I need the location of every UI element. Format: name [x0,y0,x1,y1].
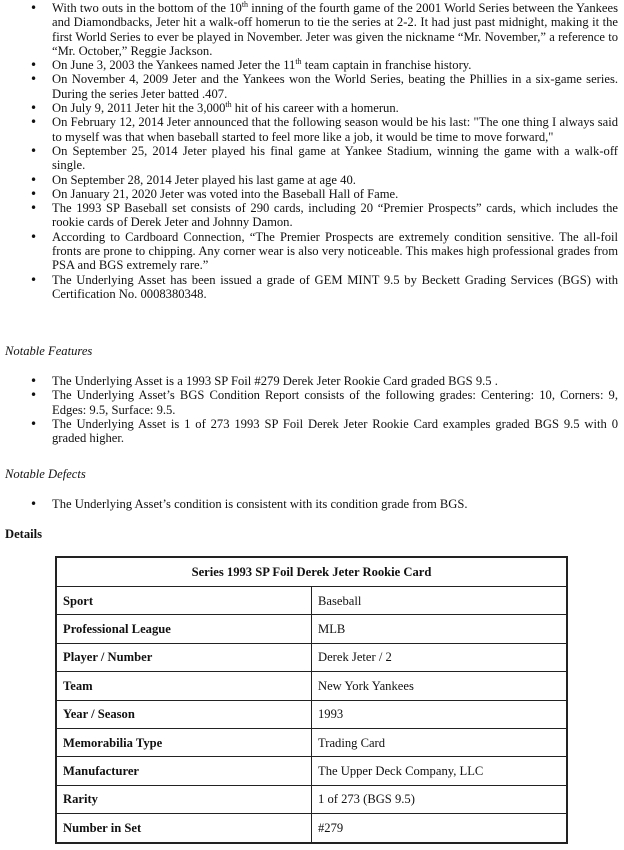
row-value: Baseball [312,587,568,615]
table-row [56,728,567,756]
list-item: • On January 21, 2020 Jeter was voted into the Baseball Hall of Fame. [0,187,624,201]
row-value: #279 [312,814,568,843]
table-title: Series 1993 SP Foil Derek Jeter Rookie Card [56,557,567,587]
career-highlights-list [0,1,624,301]
list-item: • On November 4, 2009 Jeter and the Yankees won the World Series, beating the Phillies in a six-game series. During the series Jeter batted .407. [0,72,624,101]
list-item: • On September 25, 2014 Jeter played his final game at Yankee Stadium, winning the game with a walk-off single. [0,144,624,173]
row-value: The Upper Deck Company, LLC [312,757,568,785]
list-item: • On September 28, 2014 Jeter played his last game at age 40. [0,173,624,187]
table-row [56,785,567,813]
table-row [56,643,567,671]
row-key: Memorabilia Type [56,728,312,756]
list-item: • On February 12, 2014 Jeter announced that the following season would be his last: "The one thing I always said to myself was that when baseball started to feel more like a job, it would be time to move forward," [0,115,624,144]
row-key: Number in Set [56,814,312,843]
table-row [56,700,567,728]
row-key: Team [56,672,312,700]
list-item: • On July 9, 2011 Jeter hit the 3,000th hit of his career with a homerun. [0,101,624,115]
list-item: • According to Cardboard Connection, “The Premier Prospects are extremely condition sensitive. The all-foil fronts are prone to chipping. Any corner wear is also very noticeable. This makes high professional grades from PSA and BGS extremely rare.” [0,230,624,273]
details-table [55,556,568,844]
table-row [56,587,567,615]
row-value: New York Yankees [312,672,568,700]
details-heading: Details [5,527,43,541]
row-value: Trading Card [312,728,568,756]
row-key: Sport [56,587,312,615]
list-item: • The Underlying Asset has been issued a grade of GEM MINT 9.5 by Beckett Grading Services (BGS) with Certification No. 0008380348. [0,273,624,302]
row-key: Player / Number [56,643,312,671]
list-item: • The Underlying Asset is 1 of 273 1993 SP Foil Derek Jeter Rookie Card examples graded BGS 9.5 with 0 graded higher. [0,417,624,446]
row-value: MLB [312,615,568,643]
notable-features-heading: Notable Features [5,344,93,358]
row-key: Manufacturer [56,757,312,785]
notable-features-list [0,374,624,445]
list-item: • The 1993 SP Baseball set consists of 290 cards, including 20 “Premier Prospects” cards, which includes the rookie cards of Derek Jeter and Johnny Damon. [0,201,624,230]
row-key: Professional League [56,615,312,643]
table-row [56,615,567,643]
table-row [56,757,567,785]
table-header-row [56,557,567,587]
row-value: Derek Jeter / 2 [312,643,568,671]
row-key: Year / Season [56,700,312,728]
row-value: 1993 [312,700,568,728]
table-row [56,672,567,700]
row-key: Rarity [56,785,312,813]
list-item: • The Underlying Asset’s condition is consistent with its condition grade from BGS. [0,497,624,511]
list-item: • With two outs in the bottom of the 10th inning of the fourth game of the 2001 World Series between the Yankees and Diamondbacks, Jeter hit a walk-off homerun to tie the series at 2-2. It had just past midnight, making it the first World Series to ever be played in November. Jeter was given the nickname “Mr. November,” a reference to “Mr. October,” Reggie Jackson. [0,1,624,58]
list-item: • The Underlying Asset’s BGS Condition Report consists of the following grades: Centering: 10, Corners: 9, Edges: 9.5, Surface: 9.5. [0,388,624,417]
list-item: • On June 3, 2003 the Yankees named Jeter the 11th team captain in franchise history. [0,58,624,72]
list-item: • The Underlying Asset is a 1993 SP Foil #279 Derek Jeter Rookie Card graded BGS 9.5 . [0,374,624,388]
notable-defects-heading: Notable Defects [5,467,86,481]
row-value: 1 of 273 (BGS 9.5) [312,785,568,813]
notable-defects-list [0,497,624,511]
table-row [56,814,567,843]
